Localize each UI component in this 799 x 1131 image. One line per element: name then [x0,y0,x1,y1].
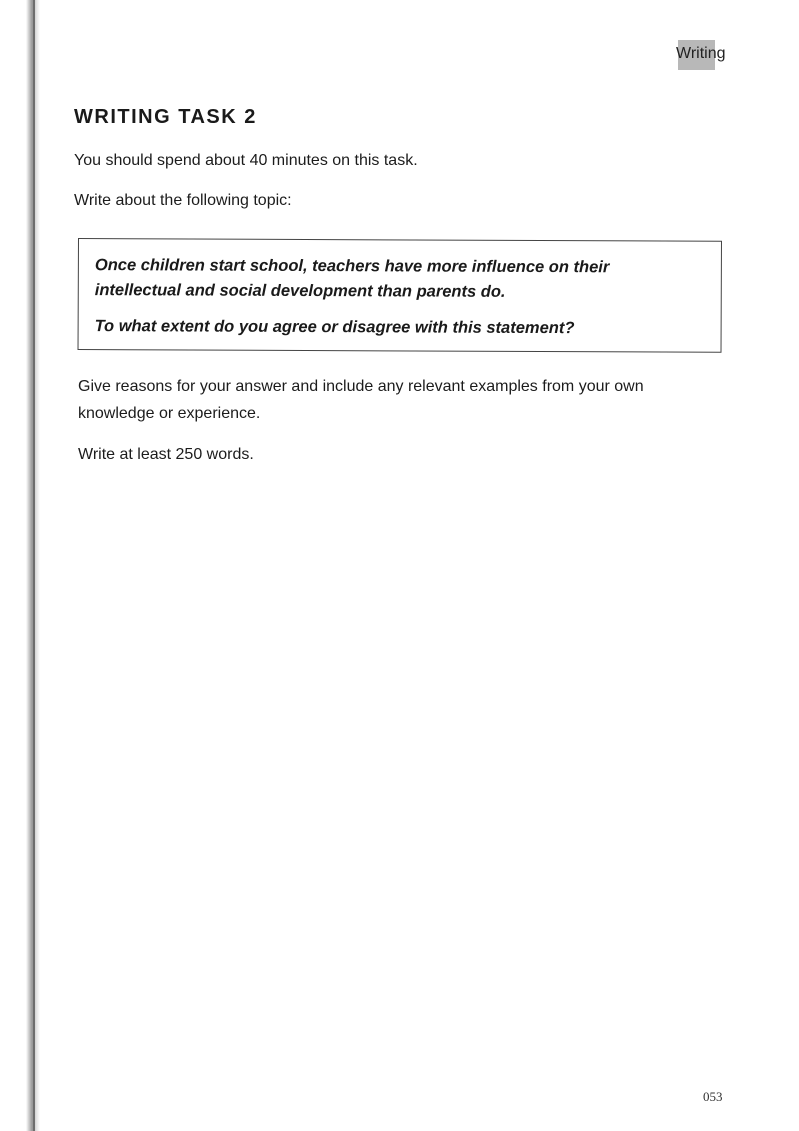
time-instruction: You should spend about 40 minutes on this task. [74,152,418,169]
topic-box [78,238,722,353]
page-number: 053 [703,1089,723,1104]
page-binding-line [33,0,35,1131]
topic-question: To what extent do you agree or disagree with this statement? [94,317,575,338]
topic-statement: Once children start school, teachers have more influence on their intellectual and social development than parents do. [94,256,610,301]
topic-instruction: Write about the following topic: [74,192,292,209]
task-title: WRITING TASK 2 [74,106,257,128]
section-tab [676,40,726,70]
section-tab-label: Writing [676,45,726,62]
word-count-instruction: Write at least 250 words. [78,446,254,463]
reasons-instruction: Give reasons for your answer and include any relevant examples from your own knowledge or experience. [78,378,644,422]
